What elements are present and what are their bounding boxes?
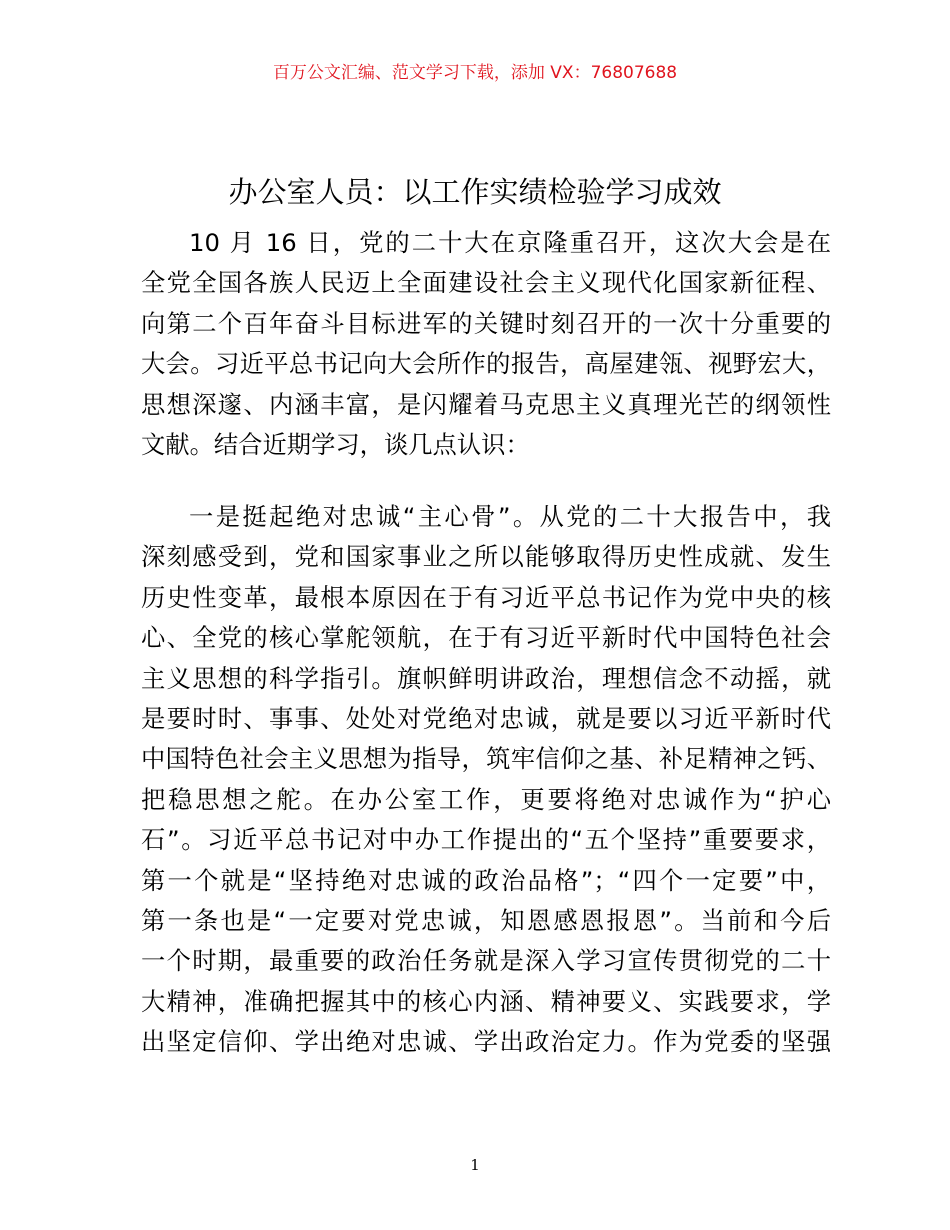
text-line: 石”。习近平总书记对中办工作提出的“五个坚持”重要要求， <box>141 825 831 855</box>
text-line: 是要时时、事事、处处对党绝对忠诚，就是要以习近平新时代 <box>141 703 831 733</box>
text-line: 把稳思想之舵。在办公室工作，更要将绝对忠诚作为“护心 <box>141 784 831 814</box>
text-line: 向第二个百年奋斗目标进军的关键时刻召开的一次十分重要的 <box>141 308 831 338</box>
watermark-header: 百万公文汇编、范文学习下载，添加 VX：76807688 <box>272 63 678 83</box>
text-line: 出坚定信仰、学出绝对忠诚、学出政治定力。作为党委的坚强 <box>141 1027 831 1057</box>
text-line: 心、全党的核心掌舵领航，在于有习近平新时代中国特色社会 <box>141 623 831 653</box>
page-number: 1 <box>470 1156 480 1174</box>
text-line: 第一个就是“坚持绝对忠诚的政治品格”；“四个一定要”中， <box>141 865 831 895</box>
paragraph-loyalty <box>141 497 831 1062</box>
text-line: 大精神，准确把握其中的核心内涵、精神要义、实践要求，学 <box>141 986 831 1016</box>
text-line: 10 月 16 日，党的二十大在京隆重召开，这次大会是在 <box>189 228 831 257</box>
text-line: 一是挺起绝对忠诚“主心骨”。从党的二十大报告中，我 <box>189 502 831 531</box>
text-line: 历史性变革，最根本原因在于有习近平总书记作为党中央的核 <box>141 582 831 612</box>
text-line: 主义思想的科学指引。旗帜鲜明讲政治，理想信念不动摇，就 <box>141 663 831 693</box>
text-line: 第一条也是“一定要对党忠诚，知恩感恩报恩”。当前和今后 <box>141 905 831 935</box>
text-line: 文献。结合近期学习，谈几点认识： <box>141 429 530 459</box>
text-line: 大会。习近平总书记向大会所作的报告，高屋建瓴、视野宏大， <box>141 349 831 379</box>
paragraph-intro <box>141 223 831 465</box>
text-line: 思想深邃、内涵丰富，是闪耀着马克思主义真理光芒的纲领性 <box>141 389 831 419</box>
text-line: 一个时期，最重要的政治任务就是深入学习宣传贯彻党的二十 <box>141 946 831 976</box>
document-title: 办公室人员：以工作实绩检验学习成效 <box>228 175 722 209</box>
text-line: 全党全国各族人民迈上全面建设社会主义现代化国家新征程、 <box>141 268 831 298</box>
text-line: 中国特色社会主义思想为指导，筑牢信仰之基、补足精神之钙、 <box>141 744 831 774</box>
text-line: 深刻感受到，党和国家事业之所以能够取得历史性成就、发生 <box>141 542 831 572</box>
